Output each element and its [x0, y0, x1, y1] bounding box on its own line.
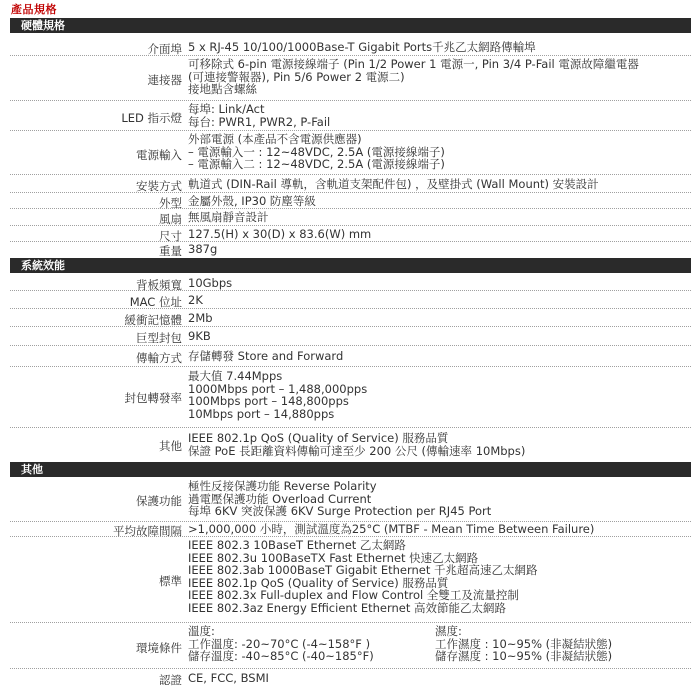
spec-row-housing: [10, 193, 691, 209]
spec-value: IEEE 802.3ab 1000BaseT Gigabit Ethernet 千兆超高速乙太網路: [188, 563, 538, 577]
spec-value: 1000Mbps port – 1,488,000pps: [188, 381, 368, 396]
spec-value: 外部電源 (本產品不含電源供應器): [188, 132, 362, 146]
spec-label: 安裝方式: [136, 179, 182, 193]
spec-label: 背板頻寬: [136, 278, 182, 292]
section-header-other: 其他: [10, 462, 691, 477]
spec-row-standards: [10, 537, 691, 623]
spec-value: (可連接警報器), Pin 5/6 Power 2 電源二): [188, 69, 405, 84]
page-title: 產品規格: [11, 3, 57, 16]
spec-value: – 電源輸入一 : 12~48VDC, 2.5A (電源接線端子): [188, 144, 445, 159]
spec-value: CE, FCC, BSMI: [188, 671, 269, 685]
spec-row-led: [10, 101, 691, 131]
spec-row-ports: [10, 38, 691, 56]
spec-value: 每埠 6KV 突波保護 6KV Surge Protection per RJ45 Port: [188, 504, 492, 518]
spec-row-dimensions: [10, 226, 691, 242]
spec-row-transfer: [10, 346, 691, 367]
spec-value: 10Gbps: [188, 276, 233, 290]
spec-value: IEEE 802.3 10BaseT Ethernet 乙太網路: [188, 538, 406, 552]
spec-value: >1,000,000 小時，測試溫度為25°C (MTBF - Mean Time Between Failure): [188, 522, 595, 536]
spec-label: 環境條件: [136, 641, 182, 655]
spec-label: 其他: [159, 439, 182, 453]
spec-row-power: [10, 131, 691, 175]
spec-row-mounting: [10, 175, 691, 193]
spec-row-weight: [10, 242, 691, 258]
spec-value: 過電壓保護功能 Overload Current: [188, 491, 372, 506]
spec-label: 外型: [159, 196, 182, 210]
spec-row-jumbo: [10, 327, 691, 346]
spec-value: 保證 PoE 長距離資料傳輸可達至少 200 公尺 (傳輸速率 10Mbps): [188, 443, 526, 458]
spec-label: 連接器: [147, 73, 182, 87]
spec-value: 387g: [188, 242, 218, 256]
spec-label: 重量: [159, 244, 182, 258]
spec-row-fan: [10, 209, 691, 226]
spec-row-mac: [10, 291, 691, 309]
spec-label: 電源輸入: [136, 148, 182, 162]
spec-label: 認證: [159, 673, 182, 687]
spec-value: 5 x RJ-45 10/100/1000Base-T Gigabit Ports千兆乙太網路傳輸埠: [188, 40, 536, 54]
spec-value: 127.5(H) x 30(D) x 83.6(W) mm: [188, 227, 372, 241]
spec-row-forwarding: [10, 367, 691, 428]
spec-row-certification: [10, 669, 691, 689]
section-header-hardware: 硬體規格: [10, 18, 691, 33]
spec-value: IEEE 802.3u 100BaseTX Fast Ethernet 快速乙太網路: [188, 550, 479, 565]
spec-value: 無風扇靜音設計: [188, 210, 269, 224]
spec-label: 保護功能: [136, 494, 182, 508]
spec-value: 每台: PWR1, PWR2, P-Fail: [188, 114, 331, 129]
spec-value: 存儲轉發 Store and Forward: [188, 349, 344, 363]
spec-value: 金屬外殼, IP30 防塵等級: [188, 194, 316, 208]
spec-value: 2Mb: [188, 311, 213, 325]
spec-row-perf-other: [10, 428, 691, 462]
spec-label: 封包轉發率: [124, 391, 182, 405]
spec-value: 可移除式 6-pin 電源接線端子 (Pin 1/2 Power 1 電源一, Pin 3/4 P-Fail 電源故障繼電器: [188, 57, 639, 71]
spec-value: IEEE 802.3az Energy Efficient Ethernet 高效節能乙太網路: [188, 600, 507, 615]
spec-value: 2K: [188, 293, 203, 307]
spec-label: 風扇: [159, 212, 182, 226]
spec-value: IEEE 802.1p QoS (Quality of Service) 服務品質: [188, 575, 449, 590]
spec-value: 軌道式 (DIN-Rail 導軌，含軌道支架配件包) ，及壁掛式 (Wall Mount) 安裝設計: [188, 177, 599, 191]
spec-value-humidity: 濕度:: [435, 624, 462, 638]
spec-value: 100Mbps port – 148,800pps: [188, 394, 349, 408]
spec-value: 工作溫度: -20~70°C (-4~158°F ): [188, 636, 371, 651]
spec-label: 傳輸方式: [136, 351, 182, 365]
spec-value: 10Mbps port – 14,880pps: [188, 406, 335, 421]
spec-value: 儲存溫度: -40~85°C (-40~185°F): [188, 649, 374, 663]
spec-label: 緩衝記憶體: [124, 313, 182, 327]
spec-value: IEEE 802.3x Full-duplex and Flow Control 全雙工及流量控制: [188, 588, 519, 602]
spec-row-backplane: [10, 274, 691, 291]
spec-label: LED 指示燈: [121, 111, 182, 125]
spec-label: 平均故障間隔: [113, 524, 182, 538]
spec-value: 接地點含螺絲: [188, 82, 257, 96]
spec-value: 9KB: [188, 329, 211, 343]
spec-value: 最大值 7.44Mpps: [188, 369, 283, 383]
spec-label: 巨型封包: [136, 331, 182, 345]
spec-label: 介面埠: [147, 42, 182, 56]
spec-row-buffer: [10, 309, 691, 327]
spec-label: 標準: [159, 574, 182, 588]
spec-label: 尺寸: [159, 229, 182, 243]
spec-value: 每埠: Link/Act: [188, 102, 265, 116]
spec-row-connector: [10, 56, 691, 101]
spec-value: IEEE 802.1p QoS (Quality of Service) 服務品質: [188, 431, 449, 445]
spec-value-humidity: 工作濕度 : 10~95% (非凝結狀態): [435, 636, 613, 651]
spec-value: 溫度:: [188, 624, 215, 638]
spec-row-mtbf: [10, 522, 691, 537]
spec-value-humidity: 儲存濕度 : 10~95% (非凝結狀態): [435, 649, 613, 663]
spec-value: 極性反接保護功能 Reverse Polarity: [188, 479, 377, 493]
section-header-performance: 系統效能: [10, 258, 691, 273]
spec-label: MAC 位址: [129, 295, 182, 309]
spec-value: – 電源輸入二 : 12~48VDC, 2.5A (電源接線端子): [188, 157, 445, 171]
spec-row-protection: [10, 478, 691, 522]
spec-row-environment: [10, 623, 691, 669]
